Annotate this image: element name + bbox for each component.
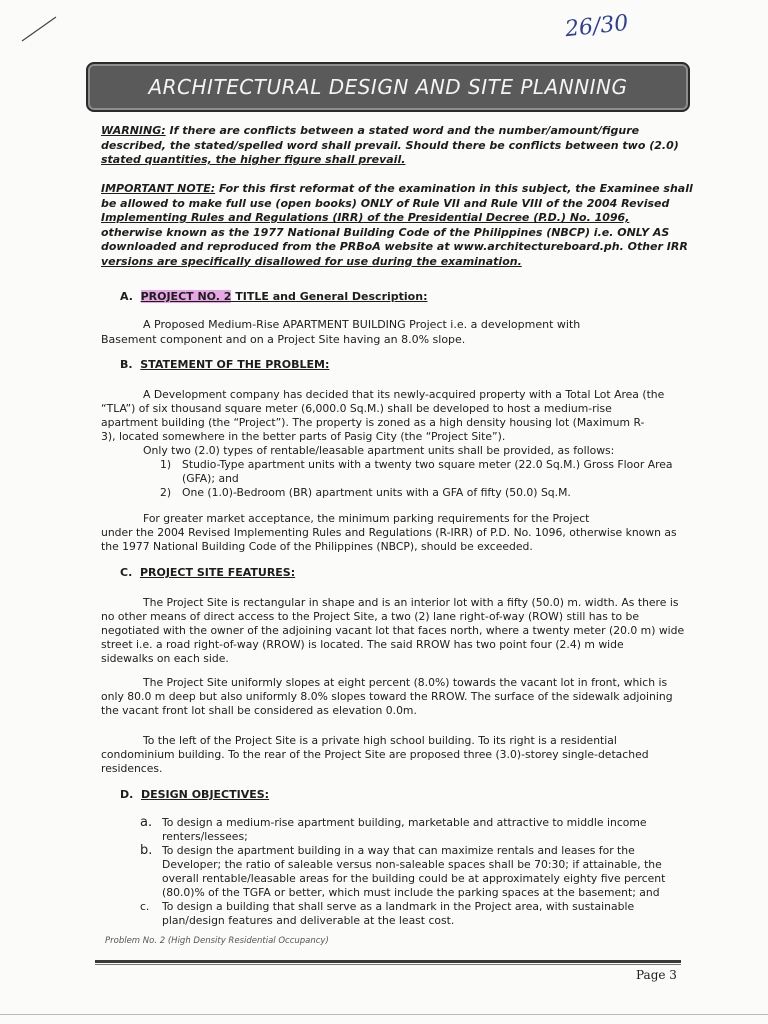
section-b-list [160,458,690,500]
list-item-number: 2) [160,486,172,499]
list-item-line-1: Studio-Type apartment units with a twenty two square meter (22.0 Sq.M.) Gross Floor Area [182,458,673,471]
list-item-line-1: To design the apartment building in a way that can maximize rentals and leases for the [162,844,635,857]
list-item-letter: b. [140,843,153,858]
section-d-heading [120,788,269,801]
list-item [160,458,690,486]
note-line-6: versions are specifically disallowed for use during the examination. [101,254,522,268]
list-item-number: 1) [160,458,172,471]
list-item-line-1: To design a medium-rise apartment building, marketable and attractive to middle income [162,816,647,829]
list-item-line-3: overall rentable/leasable areas for the building could be at approximately eighty five percent [162,872,666,885]
banner-title: ARCHITECTURAL DESIGN AND SITE PLANNING [148,75,628,99]
section-c-p3-line-3: residences. [101,762,163,775]
warning-label: WARNING: [101,124,166,137]
list-item-line-2: (GFA); and [182,472,239,485]
section-c-paragraph-2 [101,676,701,718]
section-b-heading [120,358,329,371]
list-item-line-2: renters/lessees; [162,830,248,843]
section-b-p1-line-4: 3), located somewhere in the better parts of Pasig City (the “Project Site”). [101,430,506,443]
section-a-highlight: PROJECT NO. 2 [140,290,232,303]
section-c-p2-line-3: the vacant front lot shall be considered as elevation 0.0m. [101,704,417,717]
handwritten-score: 26/30 [563,10,630,43]
scan-edge-line [0,1014,768,1015]
section-a-title-rest: TITLE and General Description: [231,290,428,303]
section-a-letter: A. [120,290,133,303]
section-b-letter: B. [120,358,133,371]
section-c-p3-line-2: condominium building. To the rear of the Project Site are proposed three (3.0)-storey single-detached [101,748,649,761]
footer-rule [95,960,681,963]
list-item-line-1: One (1.0)-Bedroom (BR) apartment units with a GFA of fifty (50.0) Sq.M. [182,486,571,499]
warning-line-1: If there are conflicts between a stated word and the number/amount/figure [169,124,640,137]
section-c-p1-line-3: negotiated with the owner of the adjoining vacant lot that faces north, where a twenty meter (20.0 m) wide [101,624,685,637]
section-b-p1-line-5: Only two (2.0) types of rentable/leasable apartment units shall be provided, as follows: [143,444,615,457]
section-b-paragraph-1 [101,388,691,458]
list-item [140,816,700,844]
page-number: Page 3 [636,968,677,982]
section-c-p2-line-2: only 80.0 m deep but also uniformly 8.0% slopes toward the RROW. The surface of the sidewalk adjoining [101,690,673,703]
list-item [160,486,690,500]
section-c-title: PROJECT SITE FEATURES: [139,566,296,579]
list-item-line-4: (80.0)% of the TGFA or better, which must include the parking spaces at the basement; and [162,886,660,899]
section-b-p2-line-2: under the 2004 Revised Implementing Rules and Regulations (R-IRR) of P.D. No. 1096, otherwise known as [101,526,677,539]
note-line-4: otherwise known as the 1977 National Building Code of the Philippines (NBCP) i.e. ONLY AS [101,225,670,239]
section-c-p3-line-1: To the left of the Project Site is a private high school building. To its right is a residential [143,734,617,747]
section-b-p1-line-3: apartment building (the “Project”). The property is zoned as a high density housing lot (Maximum R- [101,416,645,429]
section-b-title: STATEMENT OF THE PROBLEM: [140,358,330,371]
section-a-line-1: A Proposed Medium-Rise APARTMENT BUILDING Project i.e. a development with [143,318,581,331]
warning-line-2: described, the stated/spelled word shall prevail. Should there be conflicts between two (2.0) [101,138,679,152]
section-c-paragraph-1 [101,596,701,666]
note-line-2: be allowed to make full use (open books) ONLY of Rule VII and Rule VIII of the 2004 Revised [101,196,670,210]
list-item-line-2: Developer; the ratio of saleable versus non-saleable spaces shall be 70:30; if attainable, the [162,858,662,871]
section-a-heading [120,290,427,303]
section-b-paragraph-2 [101,512,701,554]
section-b-p1-line-1: A Development company has decided that its newly-acquired property with a Total Lot Area (the [143,388,665,401]
section-c-paragraph-3 [101,734,701,776]
warning-block [101,124,701,168]
note-line-1: For this first reformat of the examination in this subject, the Examinee shall [218,182,693,195]
section-d-letter: D. [120,788,134,801]
section-c-p1-line-1: The Project Site is rectangular in shape and is an interior lot with a fifty (50.0) m. width. As there is [143,596,679,609]
note-line-5: downloaded and reproduced from the PRBoA website at www.architectureboard.ph. Other IRR [101,240,688,253]
note-label: IMPORTANT NOTE: [101,182,216,195]
note-line-3: Implementing Rules and Regulations (IRR) of the Presidential Decree (P.D.) No. 1096, [101,211,630,224]
list-item-line-2: plan/design features and deliverable at the least cost. [162,914,455,927]
list-item-line-1: To design a building that shall serve as a landmark in the Project area, with sustainable [162,900,635,913]
footer-rule-thin [95,964,681,965]
section-c-heading [120,566,295,579]
section-b-p1-line-2: “TLA”) of six thousand square meter (6,000.0 Sq.M.) shall be developed to host a medium-rise [101,402,612,415]
section-d-title: DESIGN OBJECTIVES: [140,788,270,801]
list-item-letter: a. [140,815,153,830]
section-b-p2-line-1: For greater market acceptance, the minimum parking requirements for the Project [143,512,590,525]
list-item [140,900,700,928]
important-note-block [101,182,701,269]
footnote: Problem No. 2 (High Density Residential Occupancy) [105,936,329,946]
section-c-letter: C. [120,566,133,579]
pen-stroke-mark [20,14,60,44]
section-d-list [140,816,700,928]
section-c-p1-line-4: street i.e. a road right-of-way (RROW) is located. The said RROW has two point four (2.4) m wide [101,638,624,651]
section-b-p2-line-3: the 1977 National Building Code of the Philippines (NBCP), should be exceeded. [101,540,533,553]
section-c-p2-line-1: The Project Site uniformly slopes at eight percent (8.0%) towards the vacant lot in front, which is [143,676,668,689]
list-item [140,844,700,900]
section-a-line-2: Basement component and on a Project Site having an 8.0% slope. [101,332,466,346]
section-c-p1-line-2: no other means of direct access to the Project Site, a two (2) lane right-of-way (ROW) still has to be [101,610,640,623]
section-a-body [101,318,701,347]
warning-line-3: stated quantities, the higher figure shall prevail. [101,153,406,166]
title-banner [86,62,690,112]
section-c-p1-line-5: sidewalks on each side. [101,652,229,665]
list-item-letter: c. [140,900,150,913]
